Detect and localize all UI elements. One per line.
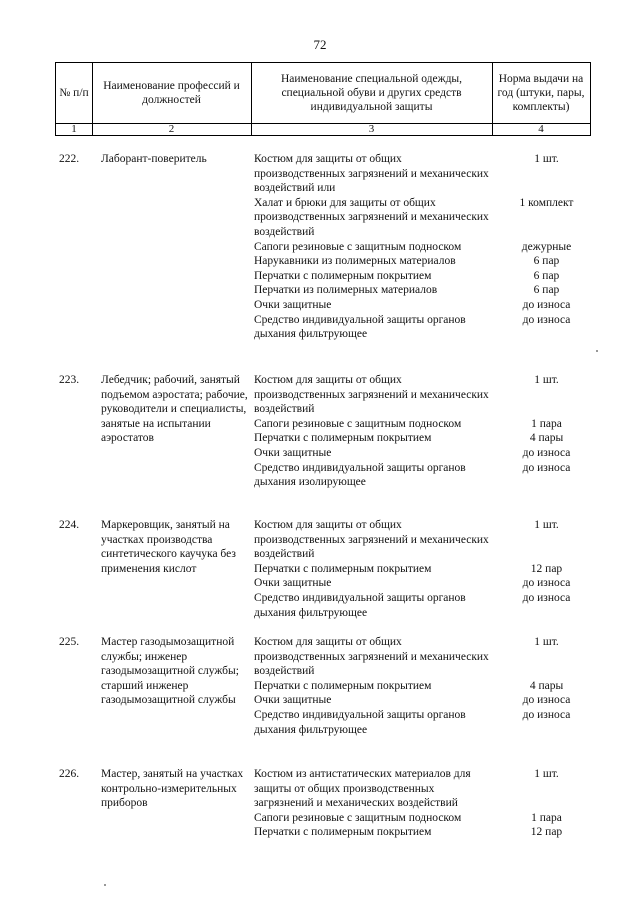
entry-number: 226. <box>59 768 80 780</box>
equipment-norm: 12 пар <box>530 826 563 839</box>
equipment-name: Перчатки с полимерным покрытием <box>254 679 432 692</box>
equipment-norm: до износа <box>522 298 571 311</box>
equipment-name: Костюм для защиты от общих производственных загрязнений и механических воздействий <box>254 374 489 416</box>
equipment-norm: до износа <box>522 461 571 474</box>
list-item <box>254 825 594 840</box>
equipment-norm: 1 шт. <box>534 374 559 386</box>
list-item <box>254 679 594 694</box>
equipment-name: Сапоги резиновые с защитным подноском <box>254 811 462 824</box>
equipment-name: Средство индивидуальной защиты органов дыхания фильтрующее <box>254 313 466 341</box>
equipment-norm: 1 пара <box>531 417 562 430</box>
list-item <box>254 576 594 591</box>
header-col-profession: Наименование профессий и должностей <box>103 80 240 106</box>
profession-name: Лебедчик; рабочий, занятый подъемом аэростата; рабочие, руководители и специалисты, занятые на испытании аэростатов <box>101 374 248 445</box>
equipment-name: Сапоги резиновые с защитным подноском <box>254 417 462 430</box>
equipment-name: Перчатки с полимерным покрытием <box>254 826 432 839</box>
header-col-norm: Норма выдачи на год (штуки, пары, комплекты) <box>497 73 585 113</box>
list-item <box>254 254 594 269</box>
list-item <box>254 283 594 298</box>
equipment-name: Костюм для защиты от общих производственных загрязнений и механических воздействий <box>254 519 489 561</box>
list-item <box>254 298 594 313</box>
list-item <box>254 417 594 432</box>
equipment-name: Костюм из антистатических материалов для защиты от общих производственных загрязнений и механических воздействий <box>254 768 471 810</box>
header-num-2: 2 <box>168 123 175 135</box>
list-item <box>254 518 594 562</box>
equipment-name: Очки защитные <box>254 298 332 311</box>
list-item <box>254 693 594 708</box>
equipment-norm: 1 шт. <box>534 153 559 165</box>
list-item <box>254 591 594 620</box>
equipment-norm: до износа <box>522 446 571 459</box>
profession-name: Лаборант-поверитель <box>101 153 207 165</box>
list-item <box>254 446 594 461</box>
header-col-number: № п/п <box>59 87 89 99</box>
equipment-norm: 1 шт. <box>534 636 559 648</box>
header-num-3: 3 <box>368 123 375 135</box>
equipment-name: Перчатки с полимерным покрытием <box>254 562 432 575</box>
list-item <box>254 269 594 284</box>
table-header <box>55 62 591 136</box>
list-item <box>254 152 594 196</box>
header-col-equipment: Наименование специальной одежды, специальной обуви и других средств индивидуальной защиты <box>280 73 463 113</box>
equipment-norm: до износа <box>522 694 571 707</box>
equipment-norm: 1 шт. <box>534 768 559 780</box>
header-num-1: 1 <box>71 123 77 135</box>
list-item <box>254 767 594 811</box>
entry-number: 224. <box>59 519 80 531</box>
equipment-list <box>254 635 594 737</box>
scan-speck <box>104 884 106 886</box>
equipment-norm: 6 пар <box>533 255 560 268</box>
list-item <box>254 240 594 255</box>
equipment-name: Средство индивидуальной защиты органов дыхания изолирующее <box>254 461 466 489</box>
equipment-name: Сапоги резиновые с защитным подноском <box>254 240 462 253</box>
equipment-norm: до износа <box>522 591 571 604</box>
equipment-list <box>254 373 594 490</box>
equipment-norm: дежурные <box>521 240 572 253</box>
equipment-norm: до износа <box>522 313 571 326</box>
equipment-norm: 4 пары <box>529 432 564 445</box>
list-item <box>254 373 594 417</box>
list-item <box>254 431 594 446</box>
equipment-name: Перчатки из полимерных материалов <box>254 284 438 297</box>
equipment-name: Средство индивидуальной защиты органов дыхания фильтрующее <box>254 591 466 619</box>
equipment-norm: 6 пар <box>533 269 560 282</box>
header-num-4: 4 <box>538 123 544 135</box>
equipment-name: Очки защитные <box>254 577 332 590</box>
list-item <box>254 313 594 342</box>
equipment-list <box>254 152 594 342</box>
list-item <box>254 811 594 826</box>
equipment-name: Костюм для защиты от общих производственных загрязнений и механических воздействий <box>254 636 489 678</box>
equipment-norm: 6 пар <box>533 284 560 297</box>
equipment-list <box>254 767 594 840</box>
list-item <box>254 708 594 737</box>
equipment-norm: до износа <box>522 708 571 721</box>
page-number: 72 <box>313 37 327 52</box>
profession-name: Мастер газодымозащитной службы; инженер газодымозащитной службы; старший инженер газодымозащитной службы <box>101 636 239 707</box>
profession-name: Мастер, занятый на участках контрольно-измерительных приборов <box>101 768 244 810</box>
equipment-name: Очки защитные <box>254 446 332 459</box>
equipment-norm: 12 пар <box>530 562 563 575</box>
list-item <box>254 461 594 490</box>
equipment-norm: до износа <box>522 577 571 590</box>
entry-number: 223. <box>59 374 80 386</box>
equipment-name: Очки защитные <box>254 694 332 707</box>
equipment-list <box>254 518 594 620</box>
equipment-name: Халат и брюки для защиты от общих производственных загрязнений и механических воздействий <box>254 196 489 238</box>
list-item <box>254 635 594 679</box>
list-item <box>254 196 594 240</box>
equipment-name: Средство индивидуальной защиты органов дыхания фильтрующее <box>254 708 466 736</box>
equipment-norm: 1 пара <box>531 811 562 824</box>
entry-number: 222. <box>59 153 80 165</box>
equipment-name: Перчатки с полимерным покрытием <box>254 269 432 282</box>
list-item <box>254 562 594 577</box>
equipment-norm: 1 комплект <box>519 196 574 209</box>
scan-speck <box>596 350 598 352</box>
equipment-norm: 4 пары <box>529 679 564 692</box>
profession-name: Маркеровщик, занятый на участках производства синтетического каучука без применения кислот <box>101 519 236 575</box>
equipment-name: Костюм для защиты от общих производственных загрязнений и механических воздействий или <box>254 153 489 195</box>
entry-number: 225. <box>59 636 80 648</box>
equipment-norm: 1 шт. <box>534 519 559 531</box>
equipment-name: Нарукавники из полимерных материалов <box>254 255 456 268</box>
equipment-name: Перчатки с полимерным покрытием <box>254 432 432 445</box>
